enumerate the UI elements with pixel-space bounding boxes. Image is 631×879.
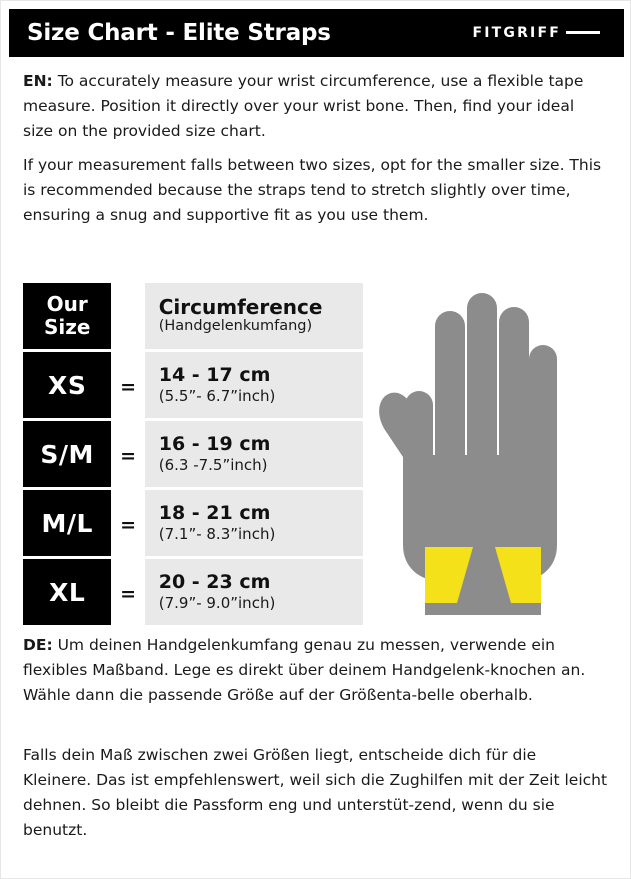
size-cell-ml	[23, 490, 111, 559]
table-row	[23, 352, 363, 421]
value-cm: 20 - 23 cm	[158, 571, 271, 594]
paragraph-en-1-text: To accurately measure your wrist circumference, use a flexible tape measure. Position it directly over your wrist bone. Then, find your ideal size on the provided size chart.	[23, 72, 584, 141]
size-label: XL	[49, 577, 86, 607]
size-cell-sm	[23, 421, 111, 490]
table-row	[23, 421, 363, 490]
size-cell-xl	[23, 559, 111, 628]
value-cell-xl	[145, 559, 363, 628]
table-header-circumference-sub: (Handgelenkumfang)	[158, 318, 313, 335]
page-title: Size Chart - Elite Straps	[27, 20, 331, 46]
size-label: S/M	[40, 439, 94, 469]
table-header-spacer	[111, 283, 144, 352]
table-header-size-line1: Our	[46, 292, 88, 316]
language-label-en: EN:	[23, 72, 53, 90]
paragraph-en-1	[23, 69, 608, 144]
equals-symbol: =	[120, 582, 137, 605]
value-cm: 16 - 19 cm	[158, 433, 271, 456]
equals-symbol: =	[120, 513, 137, 536]
table-header-circumference-title: Circumference	[158, 295, 323, 320]
paragraph-de-2: Falls dein Maß zwischen zwei Größen liegt, entscheide dich für die Kleinere. Das ist empfehlenswert, weil sich die Zughilfen mit der Zeit leicht dehnen. So bleibt die Passform eng und unterstüt-zend, wenn du sie benutzt.	[23, 746, 608, 840]
brand-name: FITGRIFF	[472, 25, 561, 41]
brand-bar-icon	[566, 31, 600, 34]
table-header-circumference-cell	[145, 283, 363, 352]
value-cm: 18 - 21 cm	[158, 502, 271, 525]
equals-symbol: =	[120, 444, 137, 467]
size-label: M/L	[41, 508, 93, 538]
value-inch: (7.9”- 9.0”inch)	[158, 593, 276, 612]
paragraph-de-1	[23, 633, 608, 708]
language-label-de: DE:	[23, 636, 53, 654]
equals-symbol: =	[120, 375, 137, 398]
table-header-size-cell	[23, 283, 111, 352]
table-row	[23, 490, 363, 559]
value-cell-ml	[145, 490, 363, 559]
brand-logo	[472, 25, 606, 41]
table-row	[23, 559, 363, 628]
value-cell-sm	[145, 421, 363, 490]
hand-with-wrist-strap-illustration	[369, 285, 609, 621]
table-header-row	[23, 283, 363, 352]
value-inch: (5.5”- 6.7”inch)	[158, 386, 276, 405]
value-inch: (7.1”- 8.3”inch)	[158, 524, 276, 543]
value-cell-xs	[145, 352, 363, 421]
size-cell-xs	[23, 352, 111, 421]
paragraph-de-1-text: Um deinen Handgelenkumfang genau zu messen, verwende ein flexibles Maßband. Lege es direkt über deinem Handgelenk-knochen an. Wähle dann die passende Größe auf der Größenta-belle oberhalb.	[23, 636, 586, 705]
value-inch: (6.3 -7.5”inch)	[158, 455, 268, 474]
size-label: XS	[48, 370, 87, 400]
size-table	[23, 283, 363, 628]
table-header-size-line2: Size	[43, 315, 91, 339]
page-header	[9, 9, 624, 57]
value-cm: 14 - 17 cm	[158, 364, 271, 387]
paragraph-en-2: If your measurement falls between two sizes, opt for the smaller size. This is recommended because the straps tend to stretch slightly over time, ensuring a snug and supportive fit as you use them.	[23, 156, 602, 225]
